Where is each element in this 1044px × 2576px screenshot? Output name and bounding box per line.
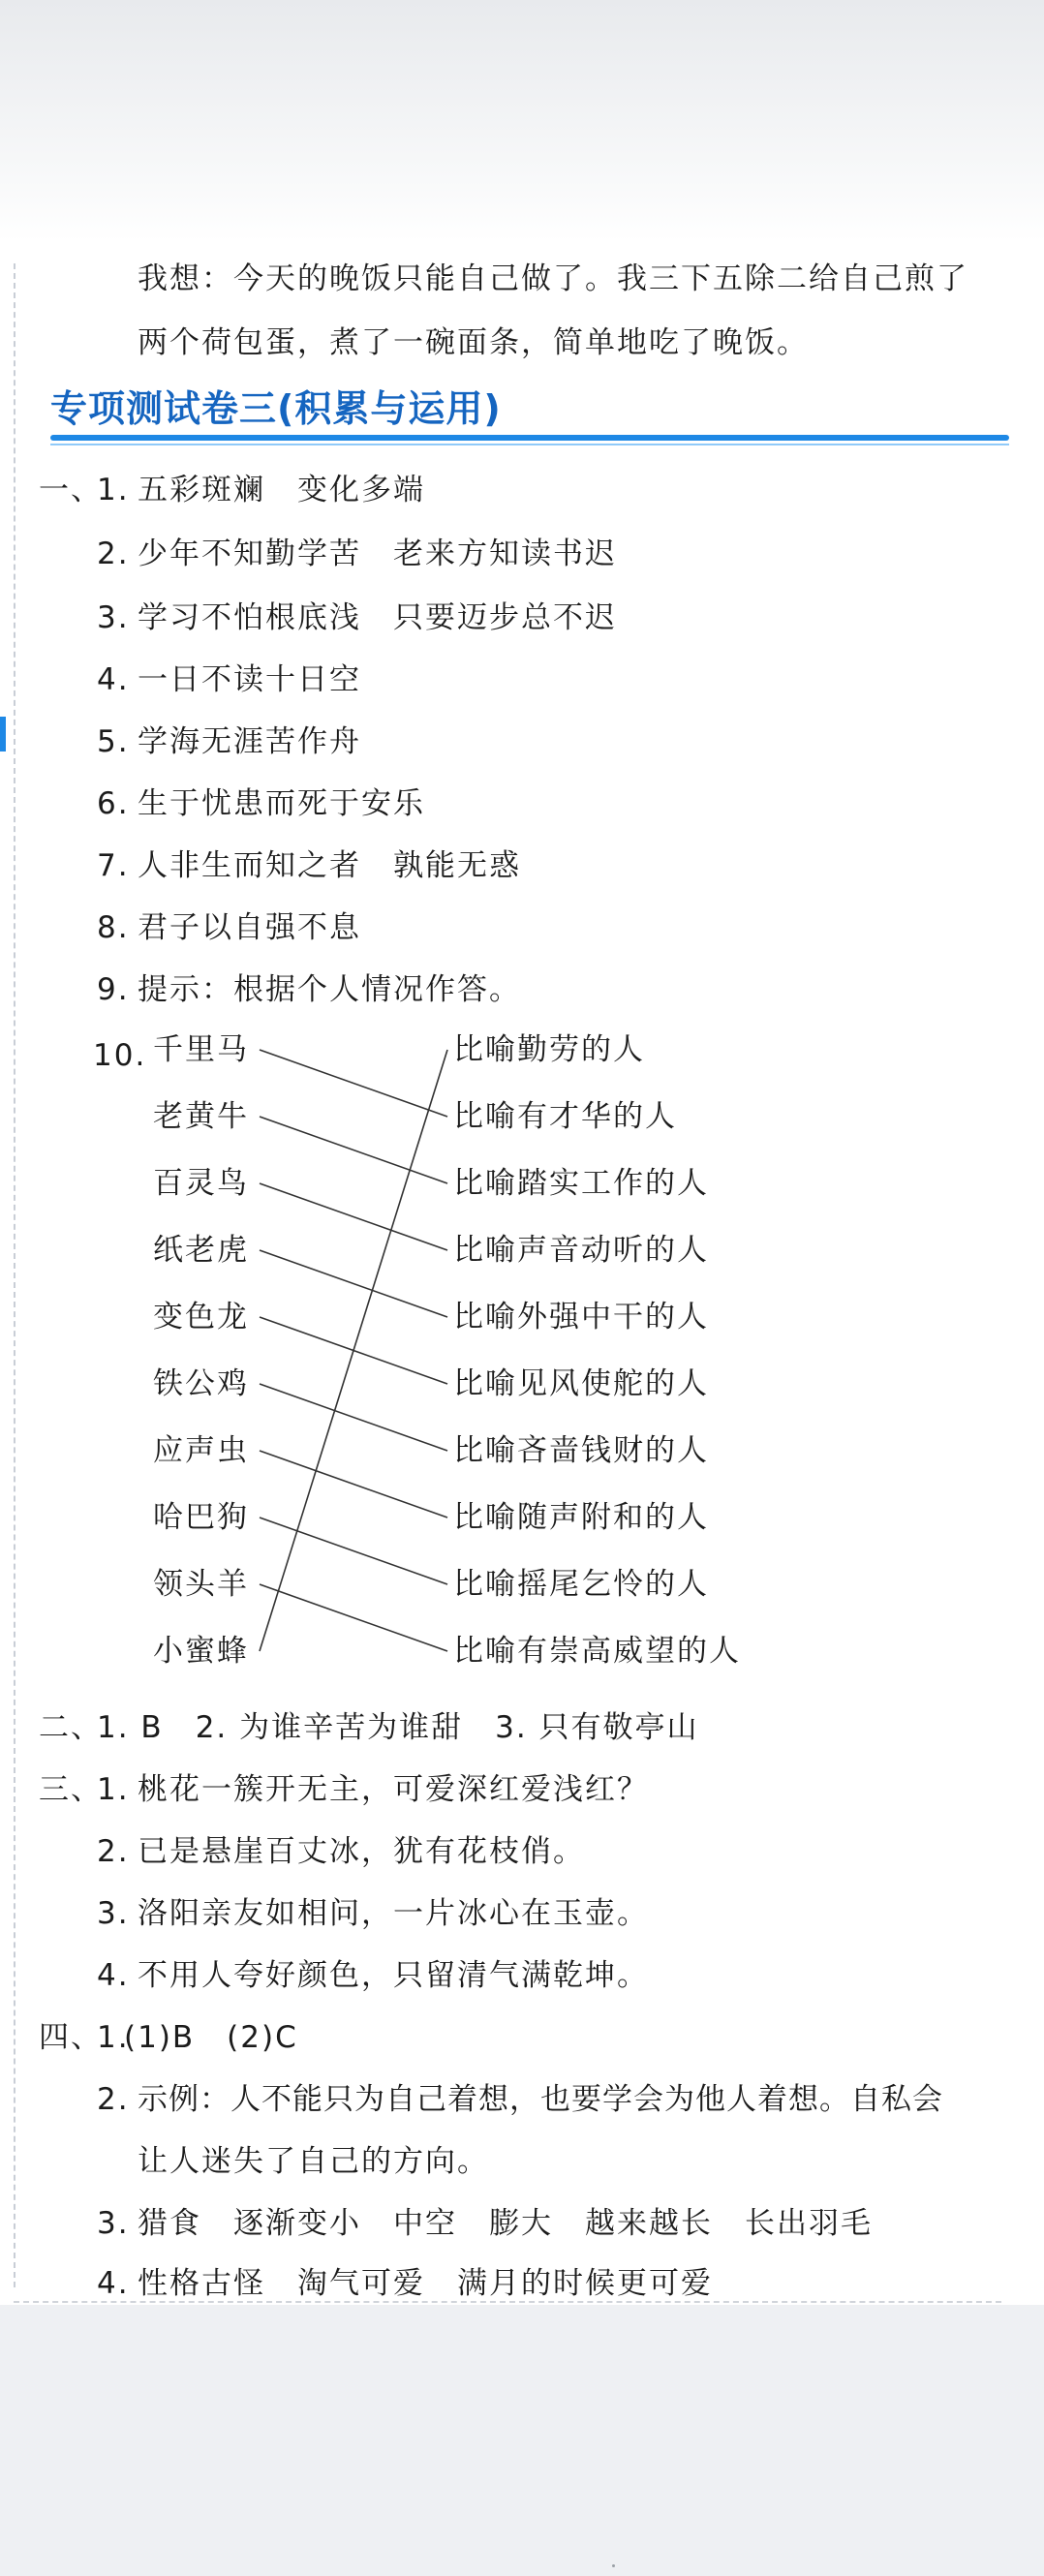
match-right-item: 比喻声音动听的人 [453, 1233, 709, 1268]
match-line-6 [260, 1384, 447, 1451]
match-line-4 [260, 1250, 447, 1317]
section-title: 专项测试卷三(积累与运用) [50, 387, 502, 430]
part1-item-2-text: 少年不知勤学苦 老来方知读书迟 [138, 537, 617, 571]
match-line-7 [260, 1451, 447, 1518]
part4-item-3-text: 猎食 逐渐变小 中空 膨大 越来越长 长出羽毛 [138, 2206, 873, 2241]
part4-item-4-text: 性格古怪 淘气可爱 满月的时候更可爱 [138, 2266, 713, 2301]
page-dot [612, 2564, 615, 2567]
match-right-item: 比喻随声附和的人 [453, 1500, 709, 1535]
part1-item-1-num: 1. [97, 473, 130, 507]
match-right-item: 比喻有才华的人 [453, 1099, 677, 1134]
match-line-10 [260, 1050, 447, 1651]
part2-text: 1. B 2. 为谁辛苦为谁甜 3. 只有敬亭山 [97, 1710, 699, 1745]
part4-item-2-num: 2. [97, 2082, 130, 2117]
match-left-item: 小蜜蜂 [153, 1634, 249, 1669]
match-right-item: 比喻见风使舵的人 [453, 1366, 709, 1401]
match-line-2 [260, 1117, 447, 1183]
part3-item-3-text: 洛阳亲友如相问，一片冰心在玉壶。 [138, 1896, 649, 1931]
part4-item-3-num: 3. [97, 2206, 130, 2241]
match-left-item: 领头羊 [153, 1567, 249, 1602]
part4-item-1-text: (1)B (2)C [124, 2020, 298, 2055]
part1-label: 一、 [39, 473, 103, 507]
part1-item-9-num: 9. [97, 972, 130, 1007]
match-right-item: 比喻外强中干的人 [453, 1300, 709, 1334]
part4-label: 四、 [39, 2020, 103, 2055]
part3-label: 三、 [39, 1772, 103, 1807]
part1-item-8-num: 8. [97, 910, 130, 945]
match-right-item: 比喻摇尾乞怜的人 [453, 1567, 709, 1602]
match-line-8 [260, 1518, 447, 1584]
part1-item-5-text: 学海无涯苦作舟 [138, 724, 361, 759]
match-left-item: 百灵鸟 [153, 1166, 249, 1201]
page-bottom-line [14, 2301, 1001, 2303]
match-left-item: 千里马 [153, 1032, 249, 1067]
part4-item-2-line-2: 让人迷失了自己的方向。 [138, 2144, 489, 2179]
part1-item-8-text: 君子以自强不息 [138, 910, 361, 945]
part3-item-1-text: 桃花一簇开无主，可爱深红爱浅红？ [138, 1772, 649, 1807]
part4-item-2-line-1: 示例：人不能只为自己着想，也要学会为他人着想。自私会 [138, 2082, 943, 2117]
match-right-item: 比喻吝啬钱财的人 [453, 1433, 709, 1468]
part1-item-9-text: 提示：根据个人情况作答。 [138, 972, 521, 1007]
part1-item-6-text: 生于忧患而死于安乐 [138, 786, 425, 821]
match-left-item: 哈巴狗 [153, 1500, 249, 1535]
match-left-item: 变色龙 [153, 1300, 249, 1334]
part3-item-3-num: 3. [97, 1896, 130, 1931]
part1-item-1-text: 五彩斑斓 变化多端 [138, 473, 425, 507]
part3-item-1-num: 1. [97, 1772, 130, 1807]
match-line-1 [260, 1050, 447, 1117]
match-line-3 [260, 1183, 447, 1250]
match-right-item: 比喻踏实工作的人 [453, 1166, 709, 1201]
part1-item-7-num: 7. [97, 848, 130, 883]
part4-item-4-num: 4. [97, 2266, 130, 2301]
part1-item-4-num: 4. [97, 662, 130, 697]
intro-line-1: 我想：今天的晚饭只能自己做了。我三下五除二给自己煎了 [138, 261, 968, 296]
part4-item-1-num: 1. [97, 2020, 130, 2055]
match-line-9 [260, 1584, 447, 1651]
part1-item-4-text: 一日不读十日空 [138, 662, 361, 697]
match-left-item: 铁公鸡 [153, 1366, 249, 1401]
intro-line-2: 两个荷包蛋，煮了一碗面条，简单地吃了晚饭。 [138, 325, 809, 360]
match-num: 10. [93, 1038, 147, 1073]
part1-item-6-num: 6. [97, 786, 130, 821]
part1-item-3-text: 学习不怕根底浅 只要迈步总不迟 [138, 600, 617, 635]
part1-item-7-text: 人非生而知之者 孰能无惑 [138, 848, 521, 883]
part3-item-2-text: 已是悬崖百丈冰，犹有花枝俏。 [138, 1834, 585, 1869]
match-left-item: 纸老虎 [153, 1233, 249, 1268]
part3-item-4-num: 4. [97, 1958, 130, 1993]
part3-item-2-num: 2. [97, 1834, 130, 1869]
match-right-item: 比喻有崇高威望的人 [453, 1634, 741, 1669]
part1-item-3-num: 3. [97, 600, 130, 635]
part1-item-2-num: 2. [97, 537, 130, 571]
match-left-item: 应声虫 [153, 1433, 249, 1468]
match-right-item: 比喻勤劳的人 [453, 1032, 645, 1067]
match-left-item: 老黄牛 [153, 1099, 249, 1134]
part3-item-4-text: 不用人夸好颜色，只留清气满乾坤。 [138, 1958, 649, 1993]
part1-item-5-num: 5. [97, 724, 130, 759]
part2-label: 二、 [39, 1710, 103, 1745]
